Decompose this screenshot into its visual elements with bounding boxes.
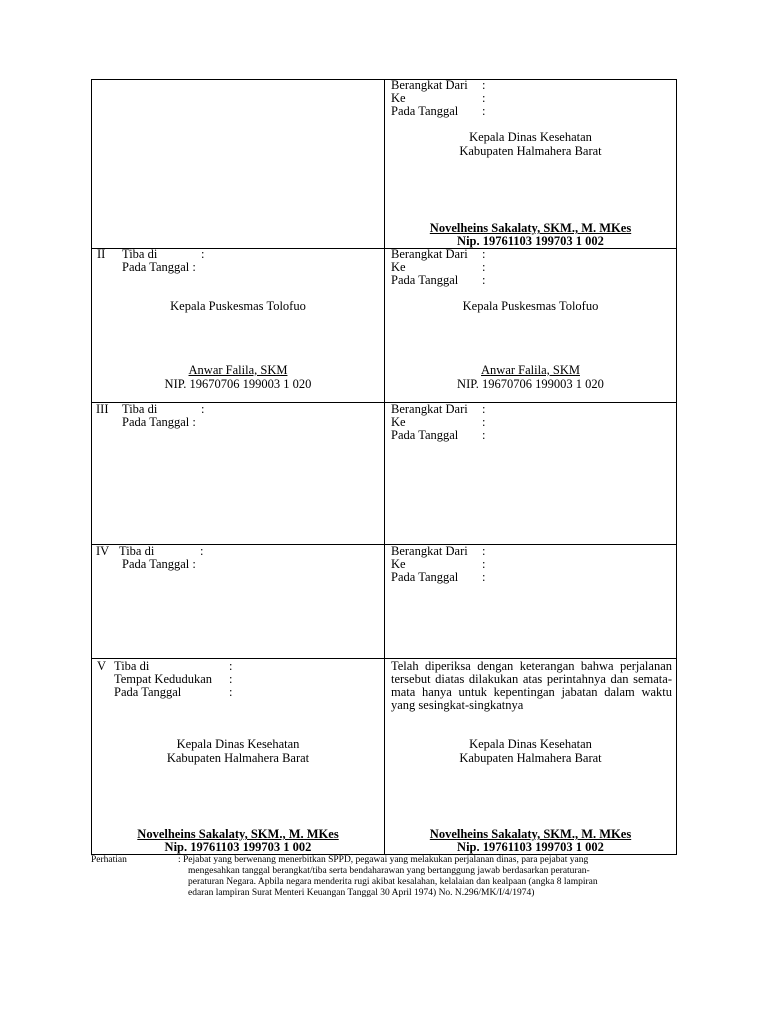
pada-tanggal-label: Pada Tanggal : bbox=[122, 260, 196, 274]
tiba-di-colon: : bbox=[229, 659, 233, 673]
tiba-di-colon: : bbox=[200, 544, 204, 558]
note-line1: : Pejabat yang berwenang menerbitkan SPPD, pegawai yang melakukan perjalanan dinas, para pejabat yang bbox=[178, 855, 589, 865]
signatory-nip: Nip. 19761103 199703 1 002 bbox=[164, 840, 312, 854]
signatory-nip: Nip. 19761103 199703 1 002 bbox=[457, 840, 604, 854]
row-divider-2 bbox=[91, 402, 677, 403]
signatory-name: Novelheins Sakalaty, SKM., M. MKes bbox=[137, 827, 339, 841]
pada-tanggal-label: Pada Tanggal : bbox=[122, 415, 196, 429]
note-line3: peraturan Negara. Apbila negara menderita rugi akibat kesalahan, kelalaian dan kealpaan (angka 8 lampiran bbox=[188, 877, 598, 887]
signatory-name: Anwar Falila, SKM bbox=[481, 363, 580, 377]
official-title: Kepala Puskesmas Tolofuo bbox=[462, 299, 599, 313]
official-title-line1: Kepala Dinas Kesehatan bbox=[176, 737, 300, 751]
pada-tanggal-colon: : bbox=[482, 570, 486, 584]
tiba-di-colon: : bbox=[201, 402, 205, 416]
signatory-name: Novelheins Sakalaty, SKM., M. MKes bbox=[429, 827, 632, 841]
pada-tanggal-colon: : bbox=[482, 273, 486, 287]
tiba-di-label: Tiba di bbox=[122, 402, 158, 416]
signatory-name: Anwar Falila, SKM bbox=[188, 363, 288, 377]
pada-tanggal-label: Pada Tanggal bbox=[391, 273, 459, 287]
ke-label: Ke bbox=[391, 91, 406, 105]
pada-tanggal-label: Pada Tanggal : bbox=[122, 557, 196, 571]
tiba-di-label: Tiba di bbox=[114, 659, 150, 673]
official-title-line2: Kabupaten Halmahera Barat bbox=[459, 751, 602, 765]
ke-colon: : bbox=[482, 260, 486, 274]
ke-label: Ke bbox=[391, 557, 406, 571]
official-title: Kepala Puskesmas Tolofuo bbox=[170, 299, 306, 313]
official-title-line1: Kepala Dinas Kesehatan bbox=[469, 130, 592, 144]
pada-tanggal-colon: : bbox=[229, 685, 233, 699]
pada-tanggal-label: Pada Tanggal bbox=[114, 685, 182, 699]
table-border-top bbox=[91, 79, 677, 80]
berangkat-dari-label: Berangkat Dari bbox=[391, 544, 468, 558]
signatory-nip: NIP. 19670706 199003 1 020 bbox=[164, 377, 312, 391]
pada-tanggal-colon: : bbox=[482, 428, 486, 442]
row-divider-3 bbox=[91, 544, 677, 545]
row-numeral: IV bbox=[96, 544, 110, 558]
row-divider-1 bbox=[91, 248, 677, 249]
berangkat-dari-label: Berangkat Dari bbox=[391, 402, 468, 416]
ke-label: Ke bbox=[391, 260, 406, 274]
pada-tanggal-colon: : bbox=[482, 104, 486, 118]
berangkat-dari-label: Berangkat Dari bbox=[391, 247, 468, 261]
tempat-kedudukan-label: Tempat Kedudukan bbox=[114, 672, 213, 686]
signatory-nip: Nip. 19761103 199703 1 002 bbox=[457, 234, 604, 248]
ke-colon: : bbox=[482, 557, 486, 571]
official-title-line2: Kabupaten Halmahera Barat bbox=[166, 751, 310, 765]
berangkat-dari-colon: : bbox=[482, 402, 486, 416]
row-numeral: II bbox=[97, 247, 106, 261]
note-line2: mengesahkan tanggal berangkat/tiba serta bendaharawan yang bertanggung jawab berdasarkan peraturan- bbox=[188, 866, 590, 876]
table-border-right bbox=[676, 79, 677, 855]
berangkat-dari-colon: : bbox=[482, 247, 486, 261]
pada-tanggal-label: Pada Tanggal bbox=[391, 104, 459, 118]
ke-colon: : bbox=[482, 91, 486, 105]
tempat-kedudukan-colon: : bbox=[229, 672, 233, 686]
tiba-di-label: Tiba di bbox=[119, 544, 155, 558]
berangkat-dari-colon: : bbox=[482, 544, 486, 558]
berangkat-dari-label: Berangkat Dari bbox=[391, 78, 468, 92]
note-line4: edaran lampiran Surat Menteri Keuangan Tanggal 30 April 1974) No. N.296/MK/I/4/1974) bbox=[188, 888, 535, 898]
signatory-name: Novelheins Sakalaty, SKM., M. MKes bbox=[429, 221, 632, 235]
note-label: Perhatian bbox=[91, 855, 127, 865]
tiba-di-label: Tiba di bbox=[122, 247, 158, 261]
tiba-di-colon: : bbox=[201, 247, 205, 261]
verification-statement: Telah diperiksa dengan keterangan bahwa perjalanan tersebut diatas dilakukan atas perintahnya dan semata-mata hanya untuk kepentingan jabatan dalam waktu yang sesingkat-singkatnya bbox=[391, 659, 672, 712]
row-numeral: V bbox=[97, 659, 107, 673]
official-title-line1: Kepala Dinas Kesehatan bbox=[469, 737, 592, 751]
pada-tanggal-label: Pada Tanggal bbox=[391, 570, 459, 584]
signatory-nip: NIP. 19670706 199003 1 020 bbox=[457, 377, 604, 391]
ke-label: Ke bbox=[391, 415, 406, 429]
row-numeral: III bbox=[96, 402, 109, 416]
berangkat-dari-colon: : bbox=[482, 78, 486, 92]
official-title-line2: Kabupaten Halmahera Barat bbox=[459, 144, 602, 158]
ke-colon: : bbox=[482, 415, 486, 429]
pada-tanggal-label: Pada Tanggal bbox=[391, 428, 459, 442]
